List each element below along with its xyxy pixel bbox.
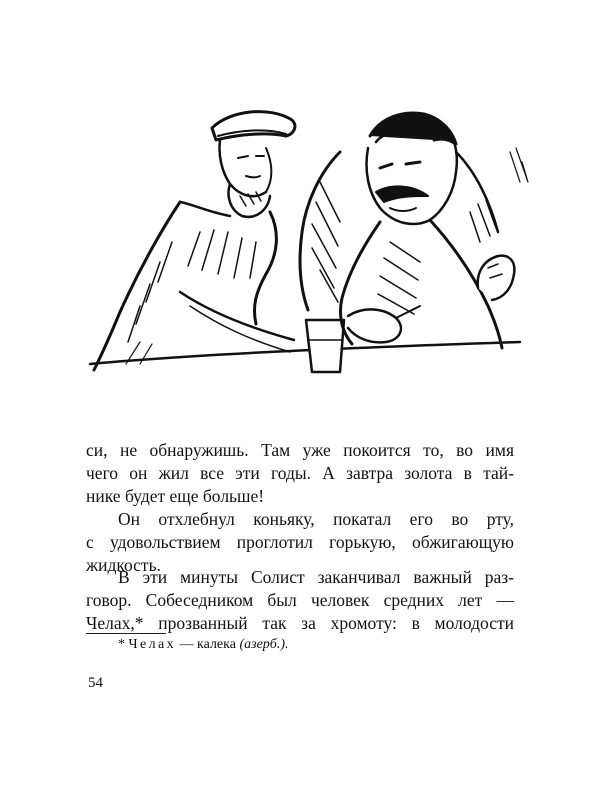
- illustration-two-men-drinking: [80, 92, 530, 382]
- text-line: В эти минуты Солист заканчивал важный раз-: [118, 567, 514, 587]
- page-number: 54: [88, 675, 103, 691]
- footnote: [118, 635, 289, 655]
- body-text-top: [86, 439, 514, 577]
- text-line: Челах,* прозванный так за хромоту: в молодости: [86, 613, 514, 633]
- footnote-marker: *: [118, 637, 125, 652]
- body-text-bottom: [86, 566, 514, 635]
- text-line: жидкость.: [86, 555, 161, 575]
- text-line: си, не обнаружишь. Там уже покоится то, во имя: [86, 440, 514, 460]
- footnote-divider: [86, 633, 166, 634]
- text-line: нике будет еще больше!: [86, 486, 265, 506]
- text-line: Он отхлебнул коньяку, покатал его во рту,: [118, 509, 514, 529]
- footnote-definition: калека: [197, 637, 236, 652]
- paragraph-continuation: [86, 439, 514, 508]
- paragraph: [86, 566, 514, 635]
- footnote-term: Челах: [128, 637, 177, 652]
- text-line: чего он жил все эти годы. А завтра золота в тай-: [86, 463, 514, 483]
- text-line: говор. Собеседником был человек средних лет —: [86, 590, 514, 610]
- footnote-language: (азерб.).: [239, 637, 289, 652]
- text-line: с удовольствием проглотил горькую, обжигающую: [86, 532, 514, 552]
- footnote-dash: —: [179, 637, 194, 652]
